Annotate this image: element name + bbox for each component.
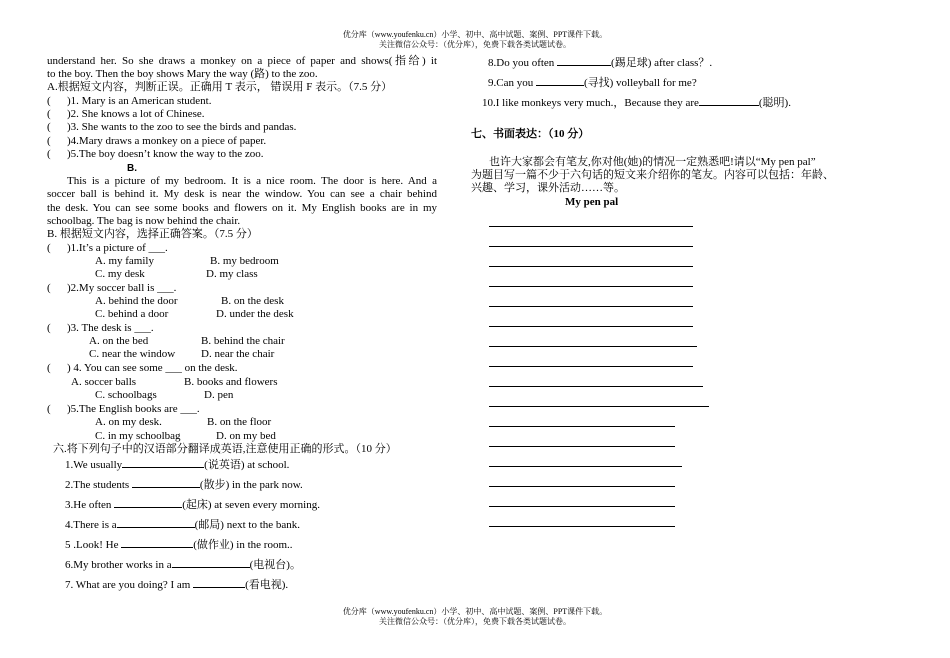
option-a: A. on my desk. xyxy=(95,416,162,428)
translation-item: 7. What are you doing? I am (看电视). xyxy=(65,579,289,591)
translation-item: 8.Do you often (踢足球) after class？. xyxy=(488,57,713,69)
answer-paren[interactable]: ( xyxy=(47,403,51,415)
section-6-title: 六.将下列句子中的汉语部分翻译成英语,注意使用正确的形式。（10 分） xyxy=(53,443,397,455)
passage-b-line-1: This is a picture of my bedroom. It is a nice room. The door is here. And a xyxy=(67,175,437,187)
answer-paren[interactable]: ( xyxy=(47,242,51,254)
option-c: C. schoolbags xyxy=(95,389,157,401)
answer-blank[interactable] xyxy=(121,537,193,548)
judgment-item: )2. She knows a lot of Chinese. xyxy=(67,108,205,120)
writing-line[interactable] xyxy=(489,226,693,227)
question-text: )1.It’s a picture of ___. xyxy=(67,242,168,254)
option-d: D. pen xyxy=(204,389,234,401)
answer-blank[interactable] xyxy=(172,557,250,568)
section-7-prompt-line-1: 也许大家都会有笔友,你对他(她)的情况一定熟悉吧!请以“My pen pal” xyxy=(489,156,816,168)
writing-line[interactable] xyxy=(489,506,675,507)
question-text: )2.My soccer ball is ___. xyxy=(67,282,177,294)
option-a: A. my family xyxy=(95,255,154,267)
page-header xyxy=(0,30,950,50)
answer-blank[interactable] xyxy=(536,75,584,86)
answer-paren[interactable]: ( xyxy=(47,282,51,294)
option-d: D. on my bed xyxy=(216,430,276,442)
writing-line[interactable] xyxy=(489,366,693,367)
option-d: D. my class xyxy=(206,268,258,280)
translation-item: 10.I like monkeys very much.，Because they are (聪明). xyxy=(482,97,791,109)
header-line-1: 优分库（www.youfenku.cn）小学、初中、高中试题、案例、PPT课件下载。 xyxy=(342,30,608,39)
section-b-instruction: B. 根据短文内容，选择正确答案。（7.5 分） xyxy=(47,228,258,240)
essay-title: My pen pal xyxy=(565,196,619,208)
writing-line[interactable] xyxy=(489,406,709,407)
judgment-item: )3. She wants to the zoo to see the birds and pandas. xyxy=(67,121,297,133)
option-d: D. under the desk xyxy=(216,308,294,320)
writing-line[interactable] xyxy=(489,326,693,327)
answer-blank[interactable] xyxy=(557,55,611,66)
question-text: )5.The English books are ___. xyxy=(67,403,200,415)
option-b: B. on the floor xyxy=(207,416,272,428)
writing-line[interactable] xyxy=(489,286,693,287)
option-c: C. in my schoolbag xyxy=(95,430,181,442)
writing-line[interactable] xyxy=(489,426,675,427)
writing-line[interactable] xyxy=(489,386,703,387)
option-b: B. books and flowers xyxy=(184,376,278,388)
translation-item: 6.My brother works in a (电视台)。 xyxy=(65,559,301,571)
header-line-2: 关注微信公众号：（优分库），免费下载各类试题试卷。 xyxy=(379,40,571,49)
passage-b-line-2: soccer ball is behind it. My desk is near the window. You can see a chair behind xyxy=(47,188,437,200)
section-a-instruction: A.根据短文内容，判断正误。正确用 T 表示， 错误用 F 表示。（7.5 分） xyxy=(47,81,393,93)
option-c: C. near the window xyxy=(89,348,176,360)
translation-item: 4.There is a (邮局) next to the bank. xyxy=(65,519,301,531)
option-a: A. on the bed xyxy=(89,335,149,347)
answer-paren[interactable]: ( xyxy=(47,322,51,334)
section-7-prompt-line-2: 为题目写一篇不少于六句话的短文来介绍你的笔友。内容可以包括：年龄、 xyxy=(471,169,834,181)
answer-paren[interactable]: ( xyxy=(47,148,51,160)
writing-line[interactable] xyxy=(489,526,675,527)
judgment-item: )5.The boy doesn’t know the way to the zoo. xyxy=(67,148,264,160)
passage-b-heading: B. xyxy=(127,163,137,174)
answer-blank[interactable] xyxy=(132,477,200,488)
writing-line[interactable] xyxy=(489,306,693,307)
option-a: A. soccer balls xyxy=(71,376,137,388)
translation-item: 5 .Look! He (做作业) in the room.. xyxy=(65,539,293,551)
answer-blank[interactable] xyxy=(117,517,195,528)
option-b: B. behind the chair xyxy=(201,335,285,347)
answer-paren[interactable]: ( xyxy=(47,95,51,107)
answer-blank[interactable] xyxy=(122,457,204,468)
option-c: C. my desk xyxy=(95,268,145,280)
answer-paren[interactable]: ( xyxy=(47,121,51,133)
judgment-item: )1. Mary is an American student. xyxy=(67,95,212,107)
option-b: B. on the desk xyxy=(221,295,284,307)
answer-blank[interactable] xyxy=(193,577,245,588)
writing-line[interactable] xyxy=(489,246,693,247)
writing-line[interactable] xyxy=(489,446,675,447)
section-7-prompt-line-3: 兴趣、学习，课外活动……等。 xyxy=(471,182,625,194)
passage-a-line-2: to the boy. Then the boy shows Mary the way (路) to the zoo. xyxy=(47,68,318,80)
writing-line[interactable] xyxy=(489,346,697,347)
writing-line[interactable] xyxy=(489,466,682,467)
passage-b-line-4: schoolbag. The bag is now behind the chair. xyxy=(47,215,241,227)
option-d: D. near the chair xyxy=(201,348,275,360)
answer-paren[interactable]: ( xyxy=(47,108,51,120)
footer-line-2: 关注微信公众号：（优分库），免费下载各类试题试卷。 xyxy=(379,617,571,626)
writing-line[interactable] xyxy=(489,266,693,267)
section-7-title: 七、书面表达：（10 分） xyxy=(471,128,590,140)
answer-blank[interactable] xyxy=(699,95,759,106)
translation-item: 3.He often (起床) at seven every morning. xyxy=(65,499,320,511)
page-footer xyxy=(0,607,950,627)
question-text: ) 4. You can see some ___ on the desk. xyxy=(67,362,238,374)
answer-paren[interactable]: ( xyxy=(47,362,51,374)
question-text: )3. The desk is ___. xyxy=(67,322,154,334)
answer-paren[interactable]: ( xyxy=(47,135,51,147)
judgment-item: )4.Mary draws a monkey on a piece of paper. xyxy=(67,135,267,147)
writing-line[interactable] xyxy=(489,486,675,487)
option-a: A. behind the door xyxy=(95,295,178,307)
passage-a-line-1: understand her. So she draws a monkey on a piece of paper and shows(指给) it xyxy=(47,55,437,67)
option-b: B. my bedroom xyxy=(210,255,279,267)
passage-b-line-3: the desk. You can see some books and flowers on it. My English books are in my xyxy=(47,202,437,214)
translation-item: 2.The students (散步) in the park now. xyxy=(65,479,303,491)
translation-item: 9.Can you (寻找) volleyball for me? xyxy=(488,77,697,89)
footer-line-1: 优分库（www.youfenku.cn）小学、初中、高中试题、案例、PPT课件下载。 xyxy=(342,607,608,616)
answer-blank[interactable] xyxy=(114,497,182,508)
translation-item: 1.We usually (说英语) at school. xyxy=(65,459,290,471)
option-c: C. behind a door xyxy=(95,308,169,320)
